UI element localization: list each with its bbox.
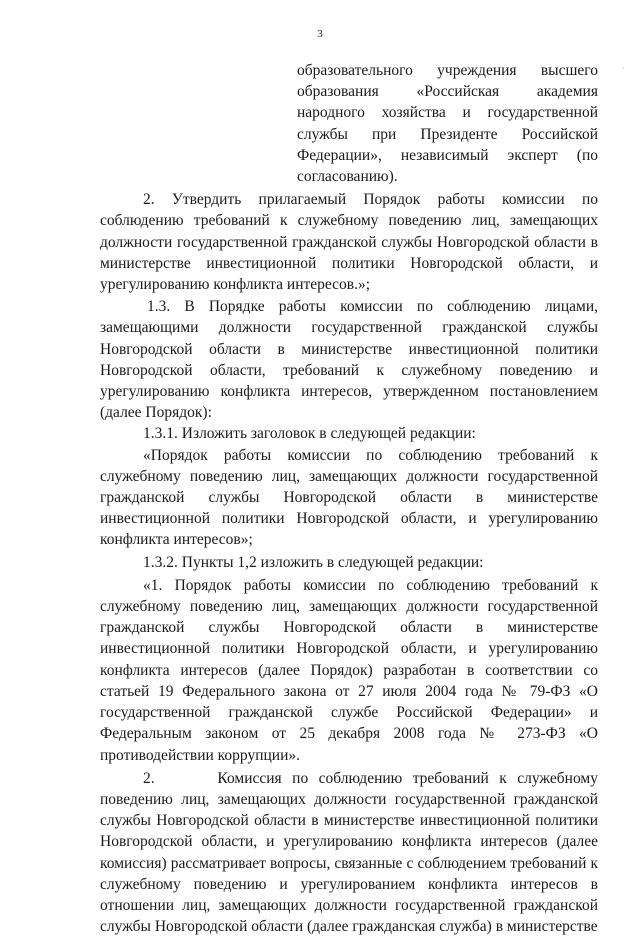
paragraph-1-3-1: 1.3.1. Изложить заголовок в следующей редакции: <box>143 425 476 443</box>
paragraph-1-3-2: 1.3.2. Пункты 1,2 изложить в следующей редакции: <box>143 553 484 571</box>
paragraph-item-2: 2. Комиссия по соблюдению требований к служебному поведению лиц, замещающих должности государственной гражданской службы Новгородской области в министерстве инвестиционной политики Новгородской области, и урегулированию конфликта интересов (далее комиссия) рассматривает вопросы, связанные с соблюдением требований к служебному поведению и урегулированием конфликта интересов в отношении лиц, замещающих должности государственной гражданской службы Новгородской области (далее гражданская служба) в министерстве <box>100 769 602 936</box>
paragraph-new-title: «Порядок работы комиссии по соблюдению требований к служебному поведению лиц, замещающих должности государственной гражданской службы Новгородской области в министерстве инвестиционной политики Новгородской области, и урегулированию конфликта интересов»; <box>100 446 598 549</box>
paragraph-item-1: «1. Порядок работы комиссии по соблюдению требований к служебному поведению лиц, замещающих должности государственной гражданской службы Новгородской области в министерстве инвестиционной политики Новгородской области, и урегулированию конфликта интересов (далее Порядок) разработан в соответствии со статьей 19 Федерального закона от 27 июля 2004 года № 79-ФЗ «О государственной гражданской службе Российской Федерации» и Федеральным законом от 25 декабря 2008 года № 273-ФЗ «О противодействии коррупции». <box>100 576 598 764</box>
paragraph-approve-procedure: 2. Утвердить прилагаемый Порядок работы комиссии по соблюдению требований к служебному поведению лиц, замещающих должности государственной гражданской службы Новгородской области в министерстве инвестиционной политики Новгородской области, и урегулированию конфликта интересов.»; <box>100 191 598 294</box>
page-number: 3 <box>317 28 323 40</box>
document-body <box>100 60 602 937</box>
member-description-continuation: образовательного учреждения высшего образования «Российская академия народного хозяйства и государственной службы при Президенте Российской Федерации», независимый эксперт (по согласованию). <box>297 62 598 186</box>
corner-mark: · <box>622 64 625 73</box>
paragraph-1-3: 1.3. В Порядке работы комиссии по соблюдению лицами, замещающими должности государственной гражданской службы Новгородской области в министерстве инвестиционной политики Новгородской области, требований к служебному поведению и урегулированию конфликта интересов, утвержденном постановлением (далее Порядок): <box>100 298 598 422</box>
